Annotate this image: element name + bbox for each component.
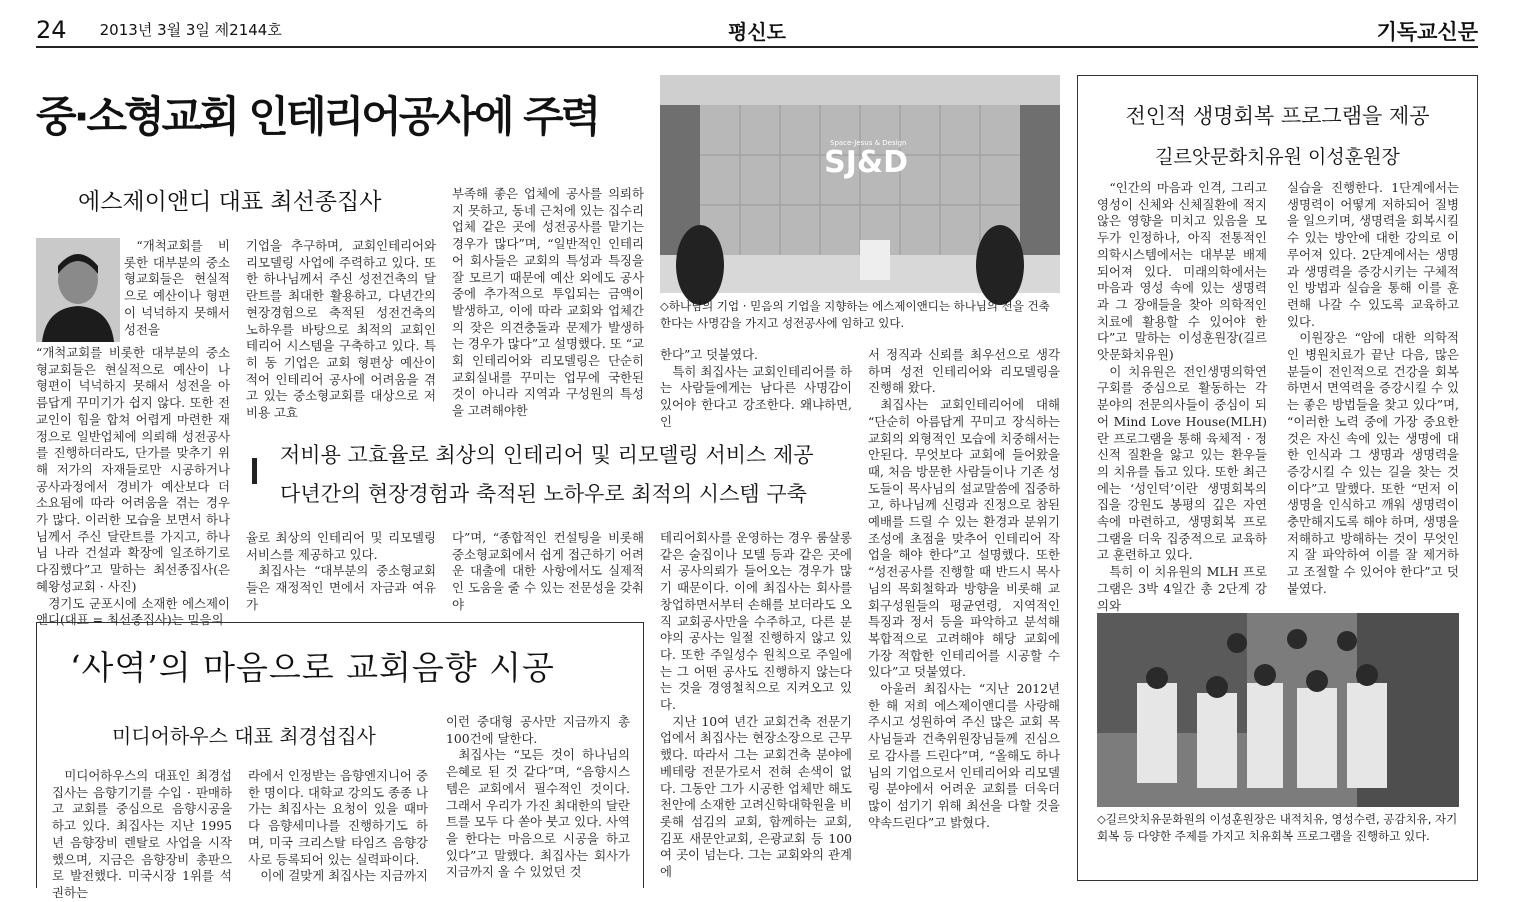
article2-col3-para1: 이런 중대형 공사만 지금까지 총 100건에 달한다. xyxy=(446,714,630,746)
pullquote-line1: 저비용 고효율로 최상의 인테리어 및 리모델링 서비스 제공 xyxy=(280,443,814,467)
article2-col2 xyxy=(248,768,428,886)
article1-col2b-para1: 율로 최상의 인테리어 및 리모델링 서비스를 제공하고 있다. xyxy=(246,530,436,562)
article1-col1 xyxy=(36,345,230,628)
article1-col5 xyxy=(868,347,1060,875)
article1-col4-para2: 특히 최집사는 교회인테리어를 하는 사람들에게는 남다른 사명감이 있어야 한다고 강조한다. 왜냐하면, 인 xyxy=(660,363,852,429)
article3-photo-caption: ◇길르앗치유문화원의 이성훈원장은 내적치유, 영성수련, 공감치유, 자기회복 등 다양한 주제를 가지고 치유회복 프로그램을 진행하고 있다. xyxy=(1097,812,1458,843)
article1-col1-lead: “개척교회를 비롯한 대부분의 중소형교회들은 현실적으로 예산이나 형편이 넉넉하지 못해서 성전을 xyxy=(124,238,230,337)
article1-col4b-para1: 테리어회사를 운영하는 경우 룸살롱 같은 술집이나 모텔 등과 같은 곳에서 공사의뢰가 들어오는 경우가 많기 때문이다. 이에 최집사는 회사를 창업하면서부터 손해를 보더라도 오직 교회공사만을 수주하고, 다른 분야의 공사는 일절 진행하지 않고 있다. 또한 주일성수 원칙으로 주일에는 그 어떤 공사도 진행하지 않는다는 것을 경영철칙으로 지켜오고 있다. xyxy=(660,530,852,713)
article2-col1-para1: 미디어하우스의 대표인 최경섭 집사는 음향기기를 수입 · 판매하고 교회를 중심으로 음향시공을 하고 있다. 최집사는 지난 1995년 음향장비 렌탈로 사업을 시작했으며, 지금은 음향장비 총판으로 발전했다. 미국시장 1위를 석권하는 xyxy=(52,768,232,900)
article1-col3-para1: 부족해 좋은 업체에 공사를 의뢰하지 못하고, 동네 근처에 있는 집수리업체 같은 곳에 성전공사를 맡기는 경우가 많다”며, “일반적인 인테리어 회사들은 교회의 특성과 특징을 잘 모르기 때문에 예산 외에도 공사중에 추가적으로 투입되는 금액이 발생하고, 이에 따라 교회와 업체간의 잦은 의견충돌과 문제가 발생하는 경우가 많다”고 설명했다. 또 “교회 인테리어와 리모델링은 단순히 교회실내를 꾸미는 업무에 국한된 것이 아니라 지역과 구성원의 특성을 고려해야한 xyxy=(452,186,644,419)
article3-col2-para2: 이원장은 “암에 대한 의학적인 병원치료가 끝난 다음, 많은 분들이 전인적으로 건강을 회복하면서 면역력을 증강시킬 수 있는 좋은 방법들을 찾고 있다”며, “이러한 노력 중에 가장 중요한 것은 자신 속에 있는 생명에 대한 인식과 그 생명과 생명력을 증강시킬 수 있는 길을 찾는 것이다”고 말했다. 또한 “먼저 이 생명을 인식하고 깨워 생명력이 충만해지도록 해야 하며, 생명을 저해하고 방해하는 것이 무엇인지 잘 파악하여 이를 잘 제거하고 조절할 수 있어야 한다”고 덧붙였다. xyxy=(1287,330,1459,596)
article1-col1-wrap-top xyxy=(124,238,230,342)
article1-col2b-para2: 최집사는 “대부분의 중소형교회들은 재정적인 면에서 자금과 여유가 xyxy=(246,563,436,612)
section-name: 평신도 xyxy=(728,20,786,44)
article1-col3 xyxy=(452,186,644,422)
article1-col5-para3: 아울러 최집사는 “지난 2012년 한 해 저희 에스제이앤디를 사랑해주시고 성원하여 주신 많은 교회 목사님들과 건축위원장님들께 진심으로 감사를 드린다”며, “올해도 하나님의 기업으로서 인테리어와 리모델링 분야에서 어려운 교회를 더욱더 많이 섬기기 위해 최선을 다할 것을 약속드린다”고 밝혔다. xyxy=(868,681,1060,830)
article3-col2 xyxy=(1287,180,1459,604)
author-photo-choi-seonjong xyxy=(36,238,120,342)
sjd-logo-tagline: Space-Jesus & Design xyxy=(830,139,907,147)
article1-col2b xyxy=(246,530,436,612)
issue-info: 2013년 3월 3일 제2144호 xyxy=(99,21,282,39)
article2-col2-para1: 라에서 인정받는 음향엔지니어 중 한 명이다. 대학교 강의도 종종 나가는 최집사는 요청이 있을 때마다 음향세미나를 진행하기도 하며, 미국 크리스탈 타임즈 음향강사로 등록되어 있는 실력파이다. xyxy=(248,768,428,867)
article1-col4b xyxy=(660,530,852,880)
article1-photo xyxy=(660,75,1060,293)
article3-subheadline: 길르앗문화치유원 이성훈원장 xyxy=(1155,146,1400,168)
article1-col4 xyxy=(660,347,852,429)
article3-col1-para3: 특히 이 치유원의 MLH 프로그램은 3박 4일간 총 2단계 강의와 xyxy=(1097,564,1267,613)
article1-col2-para1: 기업을 추구하며, 교회인테리어와 리모델링 사업에 주력하고 있다. 또한 하나님께서 주신 성전건축의 달란트를 최대한 활용하고, 다년간의 현장경험으로 축적된 성전건축의 노하우를 바탕으로 최적의 교회인테리어 시스템을 구축하고 있다. 특히 동 기업은 교회 형편상 예산이 적어 인테리어 공사에 어려움을 겪고 있는 중소형교회를 대상으로 저비용 고효 xyxy=(246,238,436,421)
sjd-logo: SJ&D xyxy=(824,145,908,180)
article2-headline: ‘사역’의 마음으로 교회음향 시공 xyxy=(70,648,555,687)
article3-col2-para1: 실습을 진행한다. 1단계에서는 생명력이 어떻게 저하되어 질병을 일으키며, 생명력을 회복시킬 수 있는 방안에 대한 강의로 이루어져 있다. 2단계에서는 생명과 생명력을 증강시키는 구체적인 방법과 실습을 통해 이를 훈련해 나갈 수 있도록 교육하고 있다. xyxy=(1287,180,1459,329)
article1-col4-para1: 한다”고 덧붙였다. xyxy=(660,347,758,362)
article1-col5-para2: 최집사는 교회인테리어에 대해 “단순히 아름답게 꾸미고 장식하는 교회의 외형적인 모습에 치중해서는 안된다. 무엇보다 교회에 들어왔을 때, 처음 방문한 사람들이나 기존 성도들이 목사님의 설교말씀에 집중하고, 하나님께 신령과 진정으로 참된 예배를 드릴 수 있는 환경과 분위기 조성에 초점을 맞추어 인테리어 작업을 해야 한다”고 설명했다. 또한 “성전공사를 진행할 때 반드시 목사님의 목회철학과 방향을 비롯해 교회구성원들의 평균연령, 지역적인 특징과 정서 등을 파악하고 분석해 복합적으로 고려해야 해당 교회에 가장 적합한 인테리어를 시공할 수 있다”고 덧붙였다. xyxy=(868,397,1060,680)
article1-col1-para1: “개척교회를 비롯한 대부분의 중소형교회들은 현실적으로 예산이 나 형편이 넉넉하지 못해서 성전을 아름답게 꾸미기가 쉽지 않다. 또한 전교인이 힘을 합쳐 어렵게 마련한 재정으로 일반업체에 의뢰해 성전공사를 진행하더라도, 단가를 맞추기 위해 저가의 자재들로만 시공하거나 공사과정에서 경비가 예산보다 더 소요됨에 따라 어려움을 겪는 경우가 많다. 이러한 모습을 보면서 하나님께서 주신 달란트를 가지고, 하나님 나라 건설과 확장에 일조하기로 다짐했다”고 말하는 최선종집사(은혜왕성교회 · 사진) xyxy=(36,345,230,594)
page-number: 24 xyxy=(36,16,67,44)
header-rule xyxy=(36,46,1478,48)
article1-headline: 중·소형교회 인테리어공사에 주력 xyxy=(36,92,599,141)
article1-col3b-para1: 다”며, “종합적인 컨설팅을 비롯해 중소형교회에서 쉽게 접근하기 어려운 대출에 대한 사항에서도 실제적인 도움을 줄 수 있는 전문성을 갖춰야 xyxy=(452,530,644,612)
article3-group-photo xyxy=(1097,613,1459,807)
article1-col1-para2: 경기도 군포시에 소재한 에스제이앤디(대표 = 최선종집사)는 믿음의 xyxy=(36,595,230,628)
article1-photo-caption: ◇하나님의 기업 · 믿음의 기업을 지향하는 에스제이앤디는 하나님의 전을 건축한다는 사명감을 가지고 성전공사에 임하고 있다. xyxy=(660,299,1050,330)
article1-col5-para1: 서 정직과 신뢰를 최우선으로 생각하며 성전 인테리어와 리모델링을 진행해 왔다. xyxy=(868,347,1060,396)
article3-headline: 전인적 생명회복 프로그램을 제공 xyxy=(1125,104,1430,128)
article2-col1 xyxy=(52,768,232,900)
article3-col1-para1: “인간의 마음과 인격, 그리고 영성이 신체와 신체질환에 적지 않은 영향을 미치고 있음을 모두가 인정하나, 아직 전통적인 의학시스템에서는 대부분 배제되어져 있다. 미래의학에서는 마음과 영성 속에 있는 생명력과 그 장애들을 찾아 의학적인 치료에 활용할 수 있어야 한다”고 말하는 이성훈원장(길르앗문화치유원) xyxy=(1097,180,1267,363)
article2-col2-para2: 이에 걸맞게 최집사는 지금까지 xyxy=(260,868,428,884)
newspaper-name: 기독교신문 xyxy=(1376,20,1478,44)
article1-col2 xyxy=(246,238,436,422)
article2-subheadline: 미디어하우스 대표 최경섭집사 xyxy=(112,724,376,748)
article1-subheadline: 에스제이앤디 대표 최선종집사 xyxy=(78,189,382,215)
article2-col3-para2: 최집사는 “모든 것이 하나님의 은혜로 된 것 같다”며, “음향시스템은 교회에서 필수적인 것이다. 그래서 우리가 가진 최대한의 달란트를 모두 다 쏟아 붓고 있다. 사역을 한다는 마음으로 시공을 하고 있다”고 말했다. 최집사는 회사가 지금까지 올 수 있었던 것 xyxy=(446,747,630,880)
pullquote-bar xyxy=(252,458,257,484)
article1-col4b-para2: 지난 10여 년간 교회건축 전문기업에서 최집사는 현장소장으로 근무했다. 따라서 그는 교회건축 분야에 베테랑 전문가로서 전혀 손색이 없다. 그동안 그가 시공한 업체만 해도 천안에 소재한 고려신학대학원을 비롯해 섬김의 교회, 함께하는 교회, 김포 새문안교회, 은광교회 등 100여 곳이 넘는다. 그는 교회와의 관계에 xyxy=(660,713,852,880)
article3-col1-para2: 이 치유원은 전인생명의학연구회를 중심으로 활동하는 각 분야의 전문의사들이 중심이 되어 Mind Love House(MLH)란 프로그램을 통해 육체적 · 정신적 질환을 앓고 있는 환우들의 치유를 돕고 있다. 또한 최근에는 ‘성인덕’이란 생명회복의 집을 강원도 봉평의 깊은 자연속에 마련하고, 생명회복 프로그램을 더욱 집중적으로 교육하고 훈련하고 있다. xyxy=(1097,363,1267,563)
article2-col3 xyxy=(446,714,630,886)
article1-col3b xyxy=(452,530,644,612)
article3-col1 xyxy=(1097,180,1267,613)
pullquote-line2: 다년간의 현장경험과 축적된 노하우로 최적의 시스템 구축 xyxy=(280,482,807,506)
article1-pullquote xyxy=(280,436,860,514)
